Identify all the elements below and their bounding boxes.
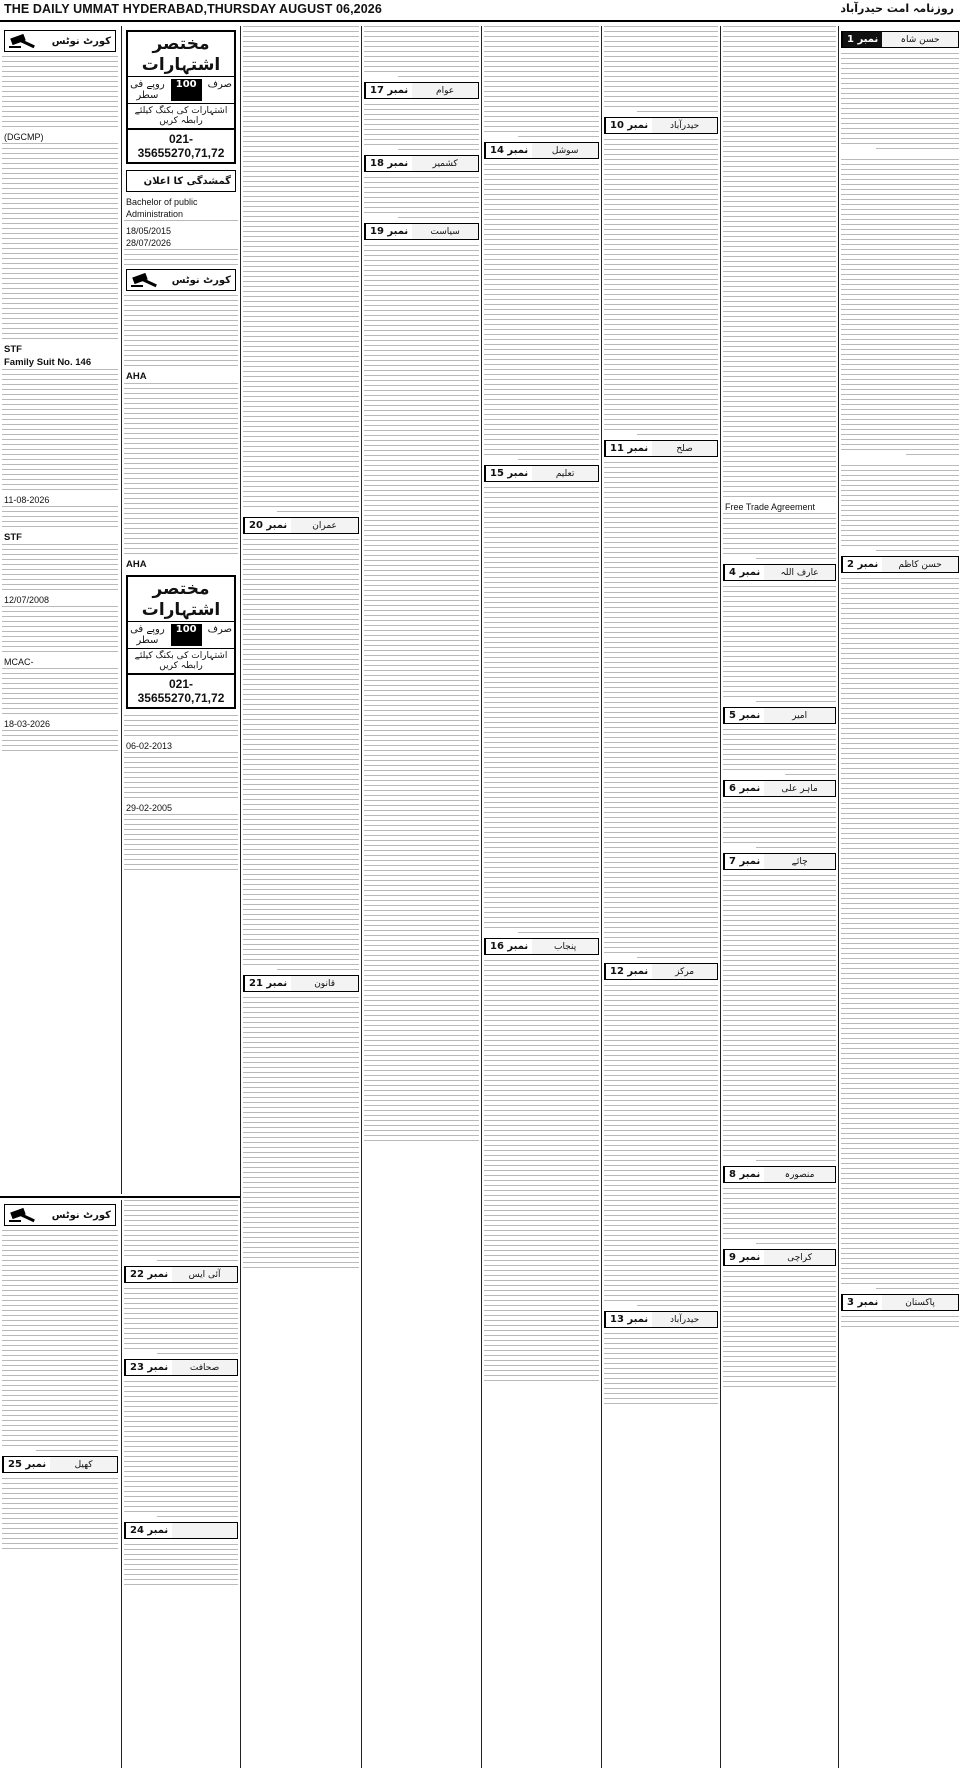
ads-price: 100 — [171, 624, 202, 646]
gavel-icon — [9, 1208, 37, 1222]
article-body-f1 — [241, 26, 361, 512]
section-header-24 — [124, 1522, 238, 1539]
notice-title: کورٹ نوٹس — [51, 1209, 111, 1221]
notice-body-g2 — [122, 715, 240, 870]
section-number: نمبر 25 — [3, 1457, 50, 1472]
section-header-10 — [604, 117, 718, 134]
section-number: نمبر 17 — [365, 83, 412, 98]
date-d: 06-02-2013 — [126, 741, 173, 751]
section-title: کھیل — [50, 1457, 117, 1472]
column-d — [481, 26, 601, 1768]
section-header-16 — [484, 938, 599, 955]
notice-title: کورٹ نوٹس — [51, 35, 111, 47]
article-body-1 — [839, 53, 960, 551]
column-f — [240, 26, 361, 1768]
article-body-14 — [482, 164, 601, 460]
section-title: سوشل — [532, 143, 598, 158]
section-header-4 — [723, 564, 836, 581]
section-header-17 — [364, 82, 479, 99]
section-header-5 — [723, 707, 836, 724]
section-header-21 — [243, 975, 359, 992]
notice-body-court-1 — [0, 56, 120, 751]
section-header-2 — [841, 556, 959, 573]
column-a — [838, 26, 960, 1768]
article-body-24 — [122, 1544, 240, 1585]
date-g: 18-03-2026 — [4, 719, 51, 729]
section-header-1 — [841, 31, 959, 48]
dgcmp-text: (DGCMP) — [4, 132, 44, 142]
classified-ads-box-2 — [126, 575, 236, 709]
column-c — [601, 26, 720, 1768]
section-number: نمبر 21 — [244, 976, 291, 991]
article-body-10 — [602, 139, 720, 435]
article-body-18 — [362, 177, 481, 218]
section-number: نمبر 19 — [365, 224, 412, 239]
section-title: حیدرآباد — [652, 118, 717, 133]
section-header-22 — [124, 1266, 238, 1283]
section-title — [172, 1523, 237, 1538]
article-body-15 — [482, 487, 601, 933]
section-header-15 — [484, 465, 599, 482]
article-body-3 — [839, 1316, 960, 1327]
newspaper-urdu-title: روزنامہ امت حیدرآباد — [840, 2, 954, 15]
section-header-12 — [604, 963, 718, 980]
date-b: 28/07/2026 — [126, 238, 172, 248]
section-header-8 — [723, 1166, 836, 1183]
article-body-4 — [721, 586, 838, 702]
section-number: نمبر 10 — [605, 118, 652, 133]
section-number: نمبر 24 — [125, 1523, 172, 1538]
section-title: مرکز — [652, 964, 717, 979]
article-body-8 — [721, 1188, 838, 1244]
column-g-ads — [121, 26, 240, 1194]
section-number: نمبر 22 — [125, 1267, 172, 1282]
notice-body-court-3 — [0, 1230, 120, 1451]
notice-header-missing — [126, 170, 236, 192]
column-b — [720, 26, 838, 1768]
section-title: چائے — [764, 854, 835, 869]
section-title: امیر — [764, 708, 835, 723]
article-body-22 — [122, 1288, 240, 1354]
section-number: نمبر 12 — [605, 964, 652, 979]
mcac-text: MCAC- — [4, 657, 34, 667]
section-number: نمبر 2 — [842, 557, 882, 572]
article-body-e1 — [362, 26, 481, 77]
date-f: 29-02-2005 — [126, 803, 173, 813]
ads-title: مختصر اشتہارات — [141, 579, 221, 620]
ads-price-label: صرف — [207, 79, 232, 90]
section-title: حسن شاہ — [882, 32, 958, 47]
date-e: 12/07/2008 — [4, 595, 50, 605]
column-e — [361, 26, 481, 1768]
article-body-25 — [0, 1478, 120, 1549]
section-number: نمبر 15 — [485, 466, 532, 481]
section-number: نمبر 9 — [724, 1250, 764, 1265]
column-j-bottom — [0, 1200, 120, 1768]
article-body-13 — [602, 1333, 720, 1404]
bachelor-text: Bachelor of public — [126, 197, 198, 207]
notice-title: کورٹ نوٹس — [171, 274, 231, 286]
notice-title: گمشدگی کا اعلان — [143, 175, 231, 187]
ads-contact: اشتہارات کی بکنگ کیلئے رابطہ کریں — [128, 648, 234, 673]
section-number: نمبر 3 — [842, 1295, 882, 1310]
newspaper-date-title: THE DAILY UMMAT HYDERABAD,THURSDAY AUGUST 06,2026 — [4, 2, 382, 16]
article-body-6 — [721, 802, 838, 848]
section-number: نمبر 23 — [125, 1360, 172, 1375]
ads-phone: 021-35655270,71,72 — [128, 673, 234, 707]
section-number: نمبر 4 — [724, 565, 764, 580]
article-body-16 — [482, 960, 601, 1381]
article-body-21 — [241, 997, 361, 1268]
article-body-7 — [721, 875, 838, 1161]
article-body-23 — [122, 1381, 240, 1517]
section-header-19 — [364, 223, 479, 240]
section-title: عارف اللہ — [764, 565, 835, 580]
section-title: عمران — [291, 518, 358, 533]
section-header-6 — [723, 780, 836, 797]
section-title: پنجاب — [532, 939, 598, 954]
notice-body-court-2 — [122, 295, 240, 571]
ads-price-tail: روپے فی سطر — [130, 79, 165, 101]
section-title: کشمیر — [412, 156, 478, 171]
section-title: ماہر علی — [764, 781, 835, 796]
ads-contact: اشتہارات کی بکنگ کیلئے رابطہ کریں — [128, 103, 234, 128]
stf-label-1: STF — [4, 344, 22, 355]
section-header-23 — [124, 1359, 238, 1376]
article-body-19 — [362, 245, 481, 1141]
section-number: نمبر 16 — [485, 939, 532, 954]
fta-text: Free Trade Agreement — [725, 502, 816, 512]
stf-label-2: STF — [4, 532, 22, 543]
section-number: نمبر 14 — [485, 143, 532, 158]
section-number: نمبر 8 — [724, 1167, 764, 1182]
administration-text: Administration — [126, 209, 184, 219]
article-body-c1 — [602, 26, 720, 112]
aha-label-2: AHA — [126, 559, 147, 570]
column-i-bottom — [121, 1200, 240, 1768]
article-body-11 — [602, 462, 720, 958]
ads-phone: 021-35655270,71,72 — [128, 128, 234, 162]
section-title: حیدرآباد — [652, 1312, 717, 1327]
section-header-25 — [2, 1456, 118, 1473]
section-header-18 — [364, 155, 479, 172]
ads-price-tail: روپے فی سطر — [130, 624, 165, 646]
section-title: صحافت — [172, 1360, 237, 1375]
section-title: منصورہ — [764, 1167, 835, 1182]
column-h-notices — [0, 26, 120, 1194]
ads-title: مختصر اشتہارات — [141, 34, 221, 75]
article-body-17 — [362, 104, 481, 150]
notice-header-court-3 — [4, 1204, 116, 1226]
section-number: نمبر 18 — [365, 156, 412, 171]
section-header-3 — [841, 1294, 959, 1311]
section-header-13 — [604, 1311, 718, 1328]
ads-price-label: صرف — [207, 624, 232, 635]
section-number: نمبر 5 — [724, 708, 764, 723]
gavel-icon — [9, 34, 37, 48]
article-body-20 — [241, 539, 361, 970]
article-body-5 — [721, 729, 838, 775]
article-body-9 — [721, 1271, 838, 1387]
classified-ads-box — [126, 30, 236, 164]
article-body-12 — [602, 985, 720, 1306]
article-body-i1 — [122, 1200, 240, 1261]
section-header-11 — [604, 440, 718, 457]
masthead — [0, 0, 960, 22]
notice-header-court-2 — [126, 269, 236, 291]
family-suit-label: Family Suit No. 146 — [4, 357, 92, 368]
section-number: نمبر 1 — [842, 32, 882, 47]
section-header-9 — [723, 1249, 836, 1266]
section-number: نمبر 13 — [605, 1312, 652, 1327]
section-header-14 — [484, 142, 599, 159]
section-header-20 — [243, 517, 359, 534]
ads-price-row — [128, 621, 234, 648]
section-number: نمبر 20 — [244, 518, 291, 533]
article-body-d1 — [482, 26, 601, 137]
section-title: حسن کاظم — [882, 557, 958, 572]
article-body-b1 — [721, 26, 838, 559]
section-title: صلح — [652, 441, 717, 456]
section-number: نمبر 6 — [724, 781, 764, 796]
section-title: سیاست — [412, 224, 478, 239]
section-title: پاکستان — [882, 1295, 958, 1310]
section-title: تعلیم — [532, 466, 598, 481]
date-a: 18/05/2015 — [126, 226, 172, 236]
gavel-icon — [131, 273, 159, 287]
section-number: نمبر 7 — [724, 854, 764, 869]
notice-header-court-1 — [4, 30, 116, 52]
section-title: عوام — [412, 83, 478, 98]
ads-price-row — [128, 76, 234, 103]
bottom-block-divider — [0, 1196, 240, 1198]
article-body-2 — [839, 578, 960, 1289]
section-header-7 — [723, 853, 836, 870]
section-title: قانون — [291, 976, 358, 991]
section-title: آئی ایس — [172, 1267, 237, 1282]
date-c: 11-08-2026 — [4, 495, 50, 505]
section-number: نمبر 11 — [605, 441, 652, 456]
aha-label-1: AHA — [126, 371, 147, 382]
section-title: کراچی — [764, 1250, 835, 1265]
ads-price: 100 — [171, 79, 202, 101]
